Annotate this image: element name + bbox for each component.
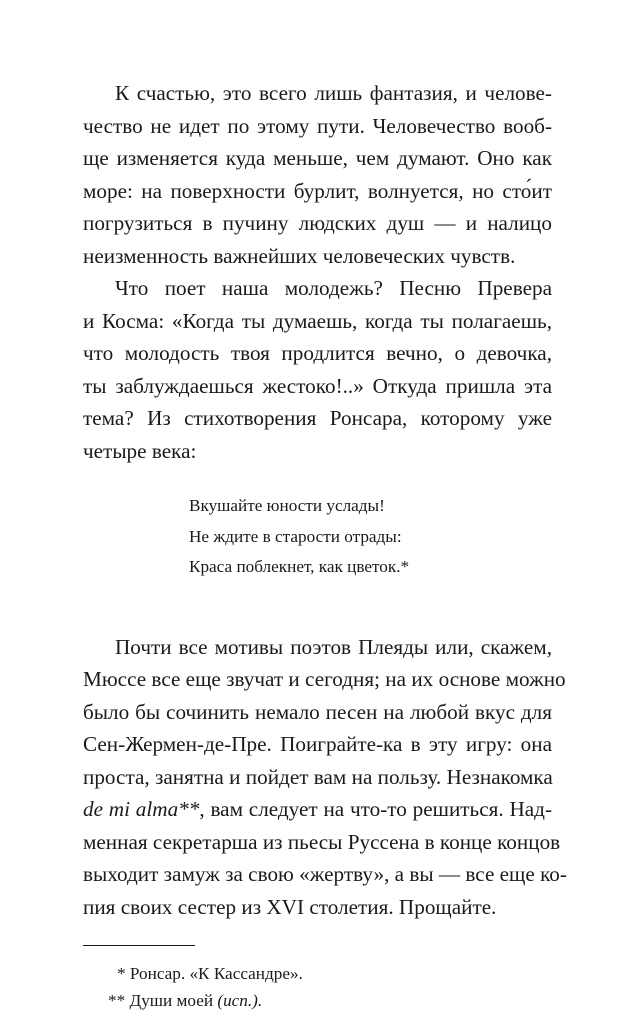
footnote-divider bbox=[83, 945, 195, 946]
text-line: море: на поверхности бурлит, волнуется, но сто́ит bbox=[83, 178, 552, 203]
footnote-1: * Ронсар. «К Кассандре». bbox=[117, 964, 303, 983]
paragraph-1 bbox=[83, 77, 552, 272]
text-line: неизменность важнейших человеческих чувств. bbox=[83, 243, 516, 268]
footnote-italic: (исп.). bbox=[217, 991, 263, 1010]
text-line: пия своих сестер из XVI столетия. Прощайте. bbox=[83, 894, 497, 919]
footnote-text: ** Души моей bbox=[108, 991, 218, 1010]
text-line: Что поет наша молодежь? Песню Превера bbox=[115, 276, 552, 300]
text-line: К счастью, это всего лишь фантазия, и челове- bbox=[115, 81, 552, 105]
poem-line: Вкушайте юности услады! bbox=[189, 496, 385, 515]
text-line: тема? Из стихотворения Ронсара, которому уже bbox=[83, 406, 552, 430]
poem-line: Краса поблекнет, как цветок.* bbox=[189, 557, 410, 576]
paragraph-3 bbox=[83, 631, 567, 924]
footnote-2 bbox=[83, 987, 552, 1014]
text-fragment: , вам следует на что-то решиться. Над- bbox=[199, 797, 553, 821]
text-line: было бы сочинить немало песен на любой вкус для bbox=[83, 699, 552, 724]
footnotes bbox=[83, 960, 552, 1014]
text-line: что молодость твоя продлится вечно, о девочка, bbox=[83, 341, 552, 365]
text-line bbox=[83, 793, 552, 826]
text-line: ще изменяется куда меньше, чем думают. Оно как bbox=[83, 146, 552, 170]
poem-quote bbox=[189, 491, 552, 583]
text-line: Мюссе все еще звучат и сегодня; на их основе можно bbox=[83, 667, 566, 691]
text-line: выходит замуж за свою «жертву», а вы — все еще ко- bbox=[83, 862, 567, 886]
poem-line: Не ждите в старости отрады: bbox=[189, 526, 402, 546]
text-line: и Косма: «Когда ты думаешь, когда ты полагаешь, bbox=[83, 308, 552, 333]
text-line: погрузиться в пучину людских душ — и налицо bbox=[83, 211, 552, 235]
text-line: менная секретарша из пьесы Руссена в конце концов bbox=[83, 829, 561, 854]
book-page bbox=[83, 77, 567, 1014]
text-line: Почти все мотивы поэтов Плеяды или, скажем, bbox=[115, 634, 552, 659]
text-line: четыре века: bbox=[83, 438, 197, 463]
text-line: ты заблуждаешься жестоко!..» Откуда пришла эта bbox=[83, 373, 552, 398]
paragraph-2 bbox=[83, 272, 552, 467]
text-line: чество не идет по этому пути. Человечество вооб- bbox=[83, 113, 552, 138]
italic-phrase: de mi alma** bbox=[83, 797, 200, 821]
text-line: Сен-Жермен-де-Пре. Поиграйте-ка в эту игру: она bbox=[83, 732, 552, 756]
text-line: проста, занятна и пойдет вам на пользу. Незнакомка bbox=[83, 764, 553, 789]
